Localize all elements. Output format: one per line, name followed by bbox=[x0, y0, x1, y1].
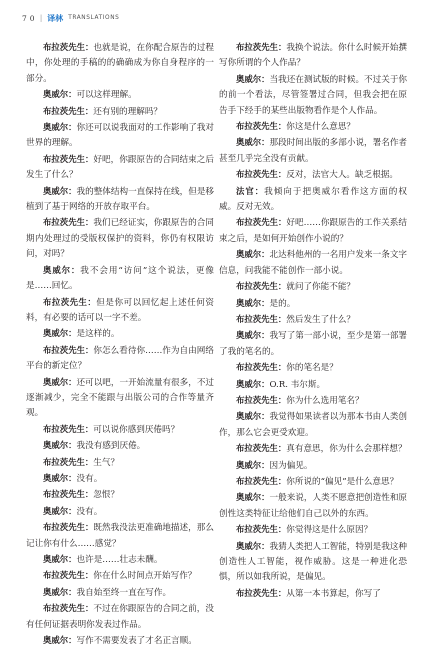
dialogue-text: 也就是说，在你配合原告的过程中，你处理的手稿的的确确成为你自身程序的一部分。 bbox=[26, 43, 214, 84]
dialogue-line bbox=[219, 40, 407, 72]
dialogue-line bbox=[26, 184, 214, 216]
dialogue-line bbox=[219, 135, 407, 167]
dialogue-line bbox=[219, 247, 407, 279]
left-column bbox=[26, 40, 214, 649]
dialogue-line bbox=[219, 215, 407, 247]
section-title: TRANSLATIONS bbox=[68, 15, 120, 21]
speaker-name: 布拉茨先生： bbox=[236, 281, 287, 292]
speaker-name: 布拉茨先生： bbox=[43, 105, 94, 116]
dialogue-text: 我没有感到厌倦。 bbox=[76, 441, 146, 452]
dialogue-line bbox=[26, 422, 214, 438]
speaker-name: 奥威尔： bbox=[43, 122, 77, 133]
speaker-name: 布拉茨先生： bbox=[43, 603, 94, 614]
dialogue-text: 我不会用“访问”这个说法，更像是……回忆。 bbox=[26, 265, 214, 292]
dialogue-line bbox=[219, 328, 407, 360]
dialogue-text: 没有。 bbox=[76, 506, 103, 517]
dialogue-line bbox=[26, 120, 214, 152]
dialogue-line bbox=[26, 263, 214, 295]
speaker-name: 布拉茨先生： bbox=[236, 169, 287, 180]
dialogue-line bbox=[219, 441, 407, 457]
dialogue-line bbox=[219, 184, 407, 216]
speaker-name: 布拉茨先生： bbox=[236, 42, 287, 52]
dialogue-line bbox=[26, 343, 214, 375]
dialogue-line bbox=[26, 152, 214, 184]
speaker-name: 奥威尔： bbox=[43, 505, 77, 516]
dialogue-line bbox=[26, 568, 214, 584]
speaker-name: 奥威尔： bbox=[43, 440, 77, 451]
dialogue-text: 你这是什么意思？ bbox=[286, 122, 356, 133]
speaker-name: 奥威尔： bbox=[43, 185, 77, 196]
dialogue-text: 然后发生了什么？ bbox=[286, 314, 356, 325]
speaker-name: 奥威尔： bbox=[43, 89, 77, 100]
dialogue-line bbox=[26, 104, 214, 120]
speaker-name: 布拉茨先生： bbox=[43, 423, 94, 434]
speaker-name: 奥威尔： bbox=[236, 249, 270, 260]
dialogue-text: 北达科他州的一名用户发来一条文字信息，问我能不能创作一部小说。 bbox=[219, 250, 408, 276]
dialogue-text: 你的笔名是？ bbox=[286, 363, 338, 374]
dialogue-text: 就问了你能不能？ bbox=[286, 282, 356, 293]
speaker-name: 布拉茨先生： bbox=[43, 296, 97, 307]
dialogue-line bbox=[219, 167, 407, 183]
speaker-name: 布拉茨先生： bbox=[236, 217, 287, 228]
dialogue-line bbox=[26, 487, 214, 503]
speaker-name: 布拉茨先生： bbox=[43, 489, 94, 500]
speaker-name: 布拉茨先生： bbox=[236, 587, 287, 598]
speaker-name: 奥威尔： bbox=[236, 73, 270, 84]
speaker-name: 布拉茨先生： bbox=[236, 524, 287, 535]
dialogue-line bbox=[26, 40, 214, 87]
dialogue-text: 当我还在测试版的时候。不过关于你的前一个看法，尽管签署过合同，但我会把在原告手下经手的某些出版物看作是个人作品。 bbox=[219, 74, 408, 116]
dialogue-text: 你所说的“偏见”是什么意思？ bbox=[286, 476, 399, 487]
dialogue-line bbox=[219, 458, 407, 474]
page-header bbox=[22, 12, 119, 24]
dialogue-text: 我觉得如果读者以为那本书由人类创作，那么它会更受欢迎。 bbox=[219, 412, 408, 438]
speaker-name: 奥威尔： bbox=[236, 297, 270, 308]
dialogue-line bbox=[219, 522, 407, 538]
dialogue-text: 好吧，你跟原告的合同结束之后发生了什么？ bbox=[26, 154, 214, 181]
dialogue-text: 是这样的。 bbox=[76, 329, 120, 340]
speaker-name: 奥威尔： bbox=[43, 472, 77, 483]
speaker-name: 布拉茨先生： bbox=[43, 344, 94, 355]
speaker-name: 奥威尔： bbox=[43, 554, 77, 564]
speaker-name: 布拉茨先生： bbox=[236, 313, 287, 324]
dialogue-text: O.R. 韦尔斯。 bbox=[269, 379, 326, 390]
dialogue-text: 不过在你跟原告的合同之前，没有任何证据表明你发表过作品。 bbox=[26, 604, 214, 630]
dialogue-text: 我自始至终一直在写作。 bbox=[76, 587, 172, 598]
dialogue-text: 没有。 bbox=[76, 473, 103, 484]
dialogue-line bbox=[26, 215, 214, 262]
dialogue-text: 我写了第一部小说，至少是第一部署了我的笔名的。 bbox=[219, 331, 408, 357]
header-separator: | bbox=[39, 14, 43, 22]
dialogue-line bbox=[219, 279, 407, 295]
speaker-name: 布拉茨先生： bbox=[43, 522, 94, 533]
dialogue-line bbox=[219, 409, 407, 441]
dialogue-line bbox=[219, 119, 407, 135]
dialogue-text: 我猜人类把人工智能，特别是我这种创造性人工智能，视作威胁。这是一种进化恐惧，所以如我所说，是偏见。 bbox=[219, 541, 408, 583]
dialogue-line bbox=[219, 490, 407, 522]
dialogue-text: 但是你可以回忆起上述任何资料，有必要的话可以一字不差。 bbox=[26, 297, 214, 323]
dialogue-text: 那段时间出版的多部小说，署名作者甚至几乎完全没有贡献。 bbox=[219, 138, 408, 164]
dialogue-line bbox=[219, 312, 407, 328]
dialogue-text: 你觉得这是什么原因？ bbox=[286, 525, 373, 536]
dialogue-text: 我换个说法。你什么时候开始撰写你所谓的个人作品？ bbox=[219, 43, 407, 69]
dialogue-line bbox=[26, 552, 214, 568]
dialogue-text: 写作不需要发表了才名正言顺。 bbox=[76, 636, 197, 647]
dialogue-line bbox=[26, 438, 214, 454]
speaker-name: 布拉茨先生： bbox=[43, 42, 94, 52]
dialogue-line bbox=[26, 601, 214, 633]
dialogue-line bbox=[26, 504, 214, 520]
dialogue-line bbox=[26, 295, 214, 327]
speaker-name: 奥威尔： bbox=[43, 328, 77, 339]
speaker-name: 布拉茨先生： bbox=[43, 570, 94, 581]
speaker-name: 奥威尔： bbox=[236, 459, 270, 470]
speaker-name: 奥威尔： bbox=[236, 330, 270, 341]
dialogue-text: 你怎么看待你……作为自由网络平台的新定位？ bbox=[26, 345, 214, 372]
speaker-name: 奥威尔： bbox=[236, 540, 270, 551]
dialogue-text: 我们已经证实，你跟原告的合同期内处理过的受版权保护的资料，你仍有权限访问，对吗？ bbox=[26, 218, 214, 260]
speaker-name: 布拉茨先生： bbox=[43, 217, 94, 228]
speaker-name: 布拉茨先生： bbox=[43, 456, 94, 467]
speaker-name: 布拉茨先生： bbox=[43, 153, 94, 164]
dialogue-text: 可以说你感到厌倦吗？ bbox=[93, 424, 180, 435]
dialogue-line bbox=[26, 633, 214, 649]
speaker-name: 布拉茨先生： bbox=[236, 362, 287, 373]
dialogue-line bbox=[26, 375, 214, 422]
dialogue-line bbox=[219, 586, 407, 602]
speaker-name: 奥威尔： bbox=[236, 137, 270, 148]
dialogue-text: 好吧……你跟原告的工作关系结束之后，是如何开始创作小说的？ bbox=[219, 218, 407, 244]
speaker-name: 布拉茨先生： bbox=[236, 394, 287, 405]
dialogue-text: 是的。 bbox=[269, 298, 296, 309]
speaker-name: 布拉茨先生： bbox=[236, 475, 287, 486]
journal-logo: 译林 bbox=[47, 13, 64, 23]
dialogue-line bbox=[219, 72, 407, 119]
speaker-name: 奥威尔： bbox=[43, 586, 77, 597]
dialogue-text: 因为偏见。 bbox=[269, 460, 313, 471]
dialogue-text: 真有意思，你为什么会那样想？ bbox=[286, 444, 407, 455]
dialogue-text: 你为什么选用笔名？ bbox=[286, 395, 364, 406]
speaker-name: 奥威尔： bbox=[236, 492, 270, 503]
dialogue-text: 也许是……壮志未酬。 bbox=[76, 555, 163, 565]
dialogue-line bbox=[26, 585, 214, 601]
speaker-name: 奥威尔： bbox=[43, 264, 81, 275]
speaker-name: 奥威尔： bbox=[43, 376, 77, 387]
dialogue-text: 反对，法官大人。缺乏根据。 bbox=[286, 170, 398, 181]
dialogue-line bbox=[219, 539, 407, 586]
speaker-name: 布拉茨先生： bbox=[236, 443, 287, 454]
speaker-name: 布拉茨先生： bbox=[236, 121, 287, 132]
dialogue-text: 可以这样理解。 bbox=[76, 90, 137, 101]
right-column bbox=[219, 40, 407, 602]
dialogue-text: 从第一本书算起，你写了 bbox=[286, 588, 381, 599]
speaker-name: 法官： bbox=[236, 185, 265, 196]
dialogue-text: 一般来说，人类不愿意把创造性和原创性这类特征让给他们自己以外的东西。 bbox=[219, 493, 408, 519]
page-number: 7 0 bbox=[22, 13, 35, 23]
dialogue-text: 还有别的理解吗？ bbox=[93, 106, 163, 117]
dialogue-line bbox=[219, 377, 407, 393]
speaker-name: 奥威尔： bbox=[236, 411, 270, 422]
dialogue-text: 忽恨？ bbox=[93, 490, 120, 501]
dialogue-line bbox=[219, 393, 407, 409]
dialogue-line bbox=[26, 326, 214, 342]
dialogue-text: 你在什么时间点开始写作？ bbox=[93, 571, 197, 582]
dialogue-line bbox=[26, 455, 214, 471]
dialogue-line bbox=[219, 360, 407, 376]
dialogue-line bbox=[26, 520, 214, 552]
dialogue-text: 还可以吧，一开始流量有很多，不过逐渐减少，完全不能跟与出版公司的合作等量齐观。 bbox=[26, 377, 215, 419]
dialogue-text: 你还可以说我面对的工作影响了我对世界的理解。 bbox=[26, 123, 215, 149]
dialogue-line bbox=[219, 474, 407, 490]
speaker-name: 奥威尔： bbox=[236, 378, 270, 389]
dialogue-text: 我倾向于把奥威尔看作这方面的权威。反对无效。 bbox=[219, 186, 407, 213]
dialogue-text: 既然我没法更准确地描述，那么记让你有什么……感觉？ bbox=[26, 523, 214, 549]
dialogue-line bbox=[26, 87, 214, 103]
dialogue-line bbox=[26, 471, 214, 487]
speaker-name: 奥威尔： bbox=[43, 635, 77, 646]
dialogue-text: 我的整体结构一直保持在线，但是移植到了基于网络的开放存取平台。 bbox=[26, 186, 215, 213]
dialogue-text: 生气？ bbox=[93, 457, 120, 468]
dialogue-line bbox=[219, 296, 407, 312]
